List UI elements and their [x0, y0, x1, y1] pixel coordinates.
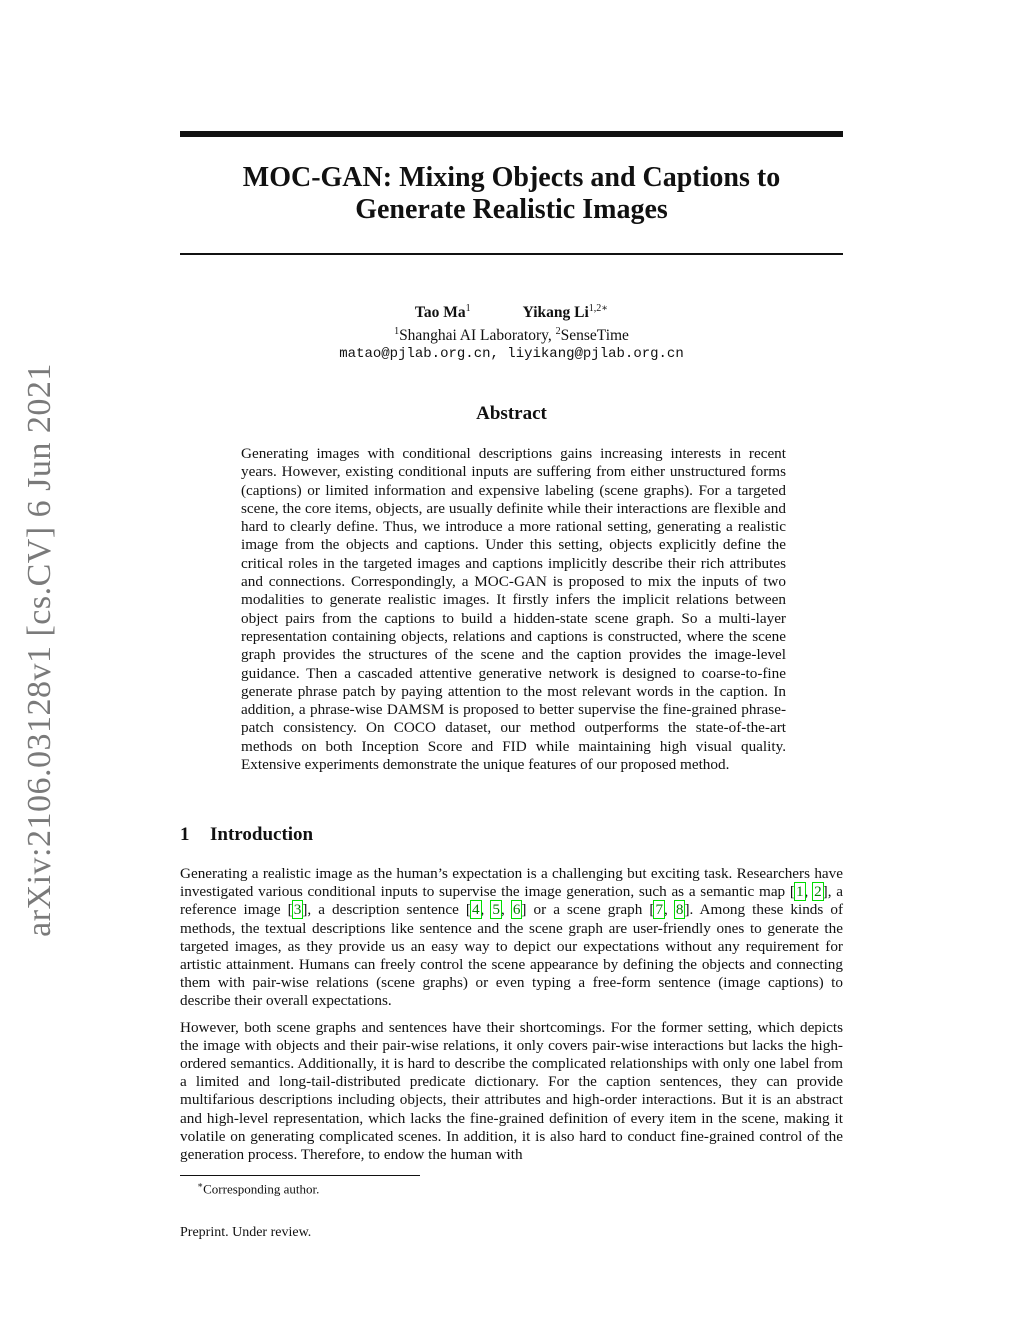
citation-link[interactable]: 2: [814, 883, 822, 901]
footnote-marker: ∗: [197, 1180, 204, 1190]
author-emails: matao@pjlab.org.cn, liyikang@pjlab.org.cn: [339, 346, 684, 363]
section-title: Introduction: [210, 824, 314, 845]
citation-separator: ,: [500, 901, 512, 919]
intro-p1-text-b: ], a reference image [: [180, 883, 843, 919]
section-heading-introduction: [180, 824, 313, 846]
title-top-rule: [180, 131, 843, 137]
affiliation-2-sup: 2: [555, 326, 561, 338]
author-block: [180, 299, 843, 364]
affiliations: [180, 322, 843, 345]
affiliation-1-sup: 1: [394, 326, 400, 338]
citation-link[interactable]: 7: [655, 901, 664, 919]
footnote: [197, 1180, 319, 1197]
author-names: [180, 299, 843, 322]
footnote-rule: [180, 1175, 420, 1176]
citation-link[interactable]: 3: [293, 901, 302, 919]
citation-link[interactable]: 5: [492, 901, 500, 919]
author-1-name: Tao Ma: [414, 304, 466, 322]
paper-title-line-1: MOC-GAN: Mixing Objects and Captions to: [242, 162, 781, 193]
abstract-body: Generating images with conditional descriptions gains increasing interests in recent years. However, existing conditional inputs are suffering from either unstructured forms (captions) or limited information and expensive labeling (scene graphs). For a targeted scene, the core items, objects, are usually definite while their interactions are flexible and hard to clearly define. Thus, we introduce a more rational setting, generating a realistic image from the objects and captions. Under this setting, objects explicitly define the critical roles in the targeted images and captions implicitly describe their rich attributes and connections. Correspondingly, a MOC-GAN is proposed to mix the inputs of two modalities to generate realistic images. It firstly infers the implicit relations between object pairs from the captions to build a hidden-state scene graph. So a multi-layer representation containing objects, relations and captions is constructed, where the scene graph provides the structures of the scene and the caption provides the image-level guidance. Then a cascaded attentive generative network is designed to coarse-to-fine generate phrase patch by paying attention to the most relevant words in the caption. In addition, a phrase-wise DAMSM is proposed to better supervise the fine-grained phrase-patch consistency. On COCO dataset, our method outperforms the state-of-the-art methods on both Inception Score and FID while maintaining high visual quality. Extensive experiments demonstrate the unique features of our proposed method.: [241, 445, 786, 774]
paper-title: [180, 162, 843, 226]
introduction-text: [180, 865, 843, 1172]
citation-link[interactable]: 4: [471, 901, 480, 919]
intro-paragraph-1: [180, 865, 843, 1011]
citation-link[interactable]: 1: [795, 883, 804, 901]
footnote-text: Corresponding author.: [203, 1181, 320, 1197]
author-1-affil-sup: 1: [465, 303, 471, 314]
arxiv-identifier-text: arXiv:2106.03128v1 [cs.CV] 6 Jun 2021: [21, 363, 59, 937]
intro-p1-text-a: Generating a realistic image as the human’s expectation is a challenging but exciting task. Researchers have investigated various conditional inputs to supervise the image generation, such as a semantic map [: [180, 865, 843, 901]
affiliation-2: SenseTime: [560, 327, 629, 345]
section-number: 1: [180, 824, 190, 845]
abstract-heading: Abstract: [476, 403, 547, 424]
intro-p1-text-d: ] or a scene graph [: [521, 901, 655, 919]
preprint-note: Preprint. Under review.: [180, 1225, 312, 1240]
citation-link[interactable]: 8: [675, 901, 684, 919]
intro-p1-text-e: ]. Among these kinds of methods, the textual descriptions like sentence and the scene graph are user-friendly ones to generate the targeted images, as they provide us an easy way to depict our expectations without any requirement for artistic attainment. Humans can freely control the scene appearance by defining the objects and connecting them with pair-wise relations (scene graphs) or even typing a free-form sentence (image captions) to describe their overall expectations.: [180, 901, 844, 1010]
citation-separator: ,: [804, 883, 814, 901]
citation-separator: ,: [664, 901, 675, 919]
author-2-name: Yikang Li: [522, 304, 589, 322]
paper-title-line-2: Generate Realistic Images: [355, 194, 668, 225]
arxiv-identifier-stamp: [20, 363, 60, 937]
citation-separator: ,: [480, 901, 492, 919]
intro-p1-text-c: ], a description sentence [: [302, 901, 471, 919]
title-bottom-rule: [180, 253, 843, 255]
intro-paragraph-2: However, both scene graphs and sentences have their shortcomings. For the former setting, which depicts the image with objects and their pair-wise relations, it only covers pair-wise interactions but lacks the high-ordered semantics. Additionally, it is hard to describe the complicated relationships with only one label from a limited and long-tail-distributed predicate dictionary. For the caption sentences, they can provide multifarious descriptions including objects, their attributes and high-order interactions. But it is an abstract and high-level representation, which lacks the fine-grained definition of every item in the scene, making it volatile on generating complicated scenes. In addition, it is also hard to conduct fine-grained control of the generation process. Therefore, to endow the human with: [180, 1018, 843, 1164]
affiliation-1: Shanghai AI Laboratory,: [399, 327, 556, 345]
citation-link[interactable]: 6: [512, 901, 521, 919]
author-2-affil-sup: 1,2∗: [588, 303, 609, 314]
